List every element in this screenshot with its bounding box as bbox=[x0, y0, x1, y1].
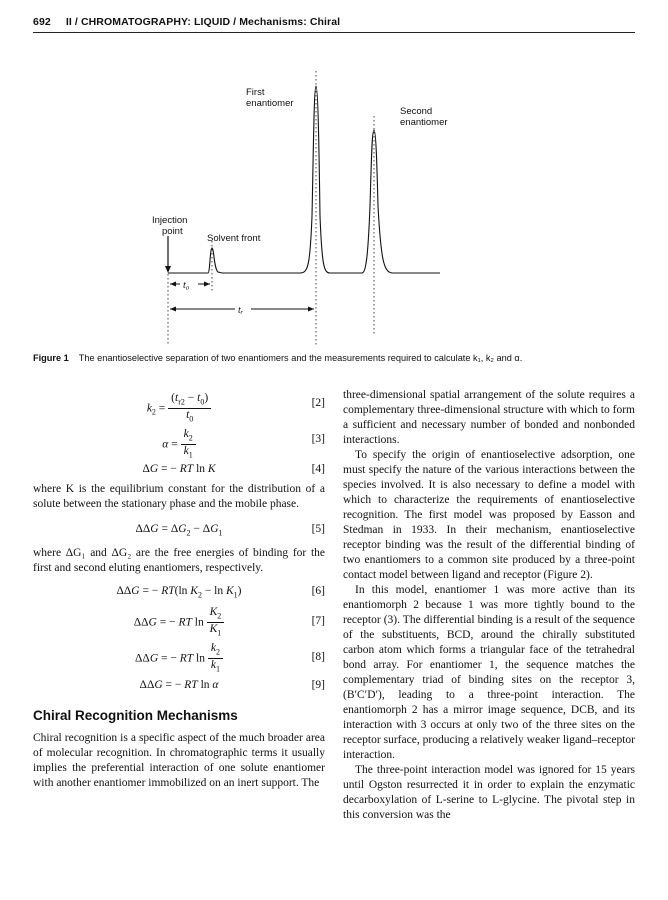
right-paragraph-2: To specify the origin of enantioselective adsorption, one must specify the nature of the various interactions between the species involved. It is also necessary to define a model with which to characterize the requirements of enantioselective recognition. The first model was proposed by Easson and Stedman in 1933. In their mechanism, enantioselective receptor binding was the result of the differential binding of two enantiomers to a common site produced by a three-point contact model between ligand and receptor (Figure 2). bbox=[343, 449, 635, 581]
second-enantiomer-label-2: enantiomer bbox=[400, 117, 448, 128]
running-header bbox=[33, 16, 340, 28]
right-column bbox=[343, 388, 635, 823]
equation-4-number: [4] bbox=[311, 463, 325, 475]
page-number: 692 bbox=[33, 16, 51, 28]
equation-3: α = $\frac{k_2}{k_1}$ [3] bbox=[162, 428, 325, 460]
running-title: II / CHROMATOGRAPHY: LIQUID / Mechanisms: Chiral bbox=[65, 16, 341, 28]
figure-caption bbox=[33, 353, 635, 363]
equation-7: ΔΔG = − RT ln $\frac{K_2}{K_1}$ [7] bbox=[133, 606, 325, 638]
caption-text: The enantioselective separation of two enantiomers and the measurements required to calculate k₁, k₂ and α. bbox=[78, 353, 523, 363]
figure-label: Figure 1 bbox=[33, 353, 69, 363]
injection-point-label-1: Injection bbox=[152, 215, 188, 226]
right-paragraph-4: The three-point interaction model was ignored for 15 years until Ogston resurrected it in order to explain the enzymatic decarboxylation of L-serine to L-glycine. The pivotal step in this conversion was the bbox=[343, 764, 635, 821]
injection-point-label-2: point bbox=[162, 226, 183, 237]
t0-label: t₀ bbox=[183, 280, 190, 291]
second-enantiomer-label-1: Second bbox=[400, 106, 433, 117]
header-rule bbox=[33, 32, 635, 33]
equation-9: ΔΔG = − RT ln α [9] bbox=[139, 679, 325, 691]
left-paragraph-1: where K is the equilibrium constant for the distribution of a solute between the stationary phase and the mobile phase. bbox=[33, 483, 325, 510]
left-paragraph-3: Chiral recognition is a specific aspect of the much broader area of molecular recognition. In chromatographic terms it usually implies the preferential interaction of one solute enantiomer with another enantiomer immobilized on an inert support. The bbox=[33, 732, 325, 789]
left-paragraph-2: where ΔG₁ and ΔG₂ are the free energies of binding for the first and second eluting enantiomers, respectively. bbox=[33, 547, 325, 574]
equation-5-number: [5] bbox=[311, 523, 325, 535]
right-paragraph-3: In this model, enantiomer 1 was more active than its enantiomorph 2 because 1 was more tightly bound to the receptor (3). The differential binding is a result of the sequence of the substituents, BCD, around the chirally substituted carbon atom which forms a triangular face of the tetrahedral bond array. For enantiomer 1, the sequence matches the complementary triad of binding sites on the receptor 3, (B′C′D′), leading to a three-point interaction. The enantiomorph 2 has a mirror image sequence, DCB, and its interaction with 3 occurs at only two of the three sites on the receptor surface, producing a relatively weaker ligand–receptor interaction. bbox=[343, 584, 635, 761]
left-column bbox=[33, 388, 325, 791]
equation-3-number: [3] bbox=[311, 433, 325, 445]
equation-7-number: [7] bbox=[311, 615, 325, 627]
equation-2: $k_2$ = $\frac{(t_{r2} - t_0)}{t_0}$ [2] bbox=[146, 392, 325, 424]
first-enantiomer-label-1: First bbox=[246, 87, 265, 98]
equation-8: ΔΔG = − RT ln $\frac{k_2}{k_1}$ [8] bbox=[135, 642, 325, 674]
tr-label: tᵣ bbox=[238, 305, 244, 316]
section-heading: Chiral Recognition Mechanisms bbox=[33, 708, 238, 723]
first-enantiomer-label-2: enantiomer bbox=[246, 98, 294, 109]
equation-6-number: [6] bbox=[311, 585, 325, 597]
equation-2-number: [2] bbox=[311, 397, 325, 409]
right-paragraph-1: three-dimensional spatial arrangement of the solute requires a complementary three-dimensional structure with which to form a sufficient and necessary number of bonded and nonbonded interactions. bbox=[343, 389, 635, 446]
equation-8-number: [8] bbox=[311, 651, 325, 663]
solvent-front-label: Solvent front bbox=[207, 233, 261, 244]
equation-5: $\Delta\Delta G = \Delta G_2 - \Delta G_1$ [5] bbox=[135, 523, 325, 538]
equation-9-number: [9] bbox=[311, 679, 325, 691]
chromatogram-figure bbox=[140, 66, 480, 346]
equation-4: ΔG = − RT ln K [4] bbox=[142, 463, 325, 475]
equation-6: ΔΔG = − RT(ln $K_2 - \ln K_1$) [6] bbox=[116, 585, 325, 600]
